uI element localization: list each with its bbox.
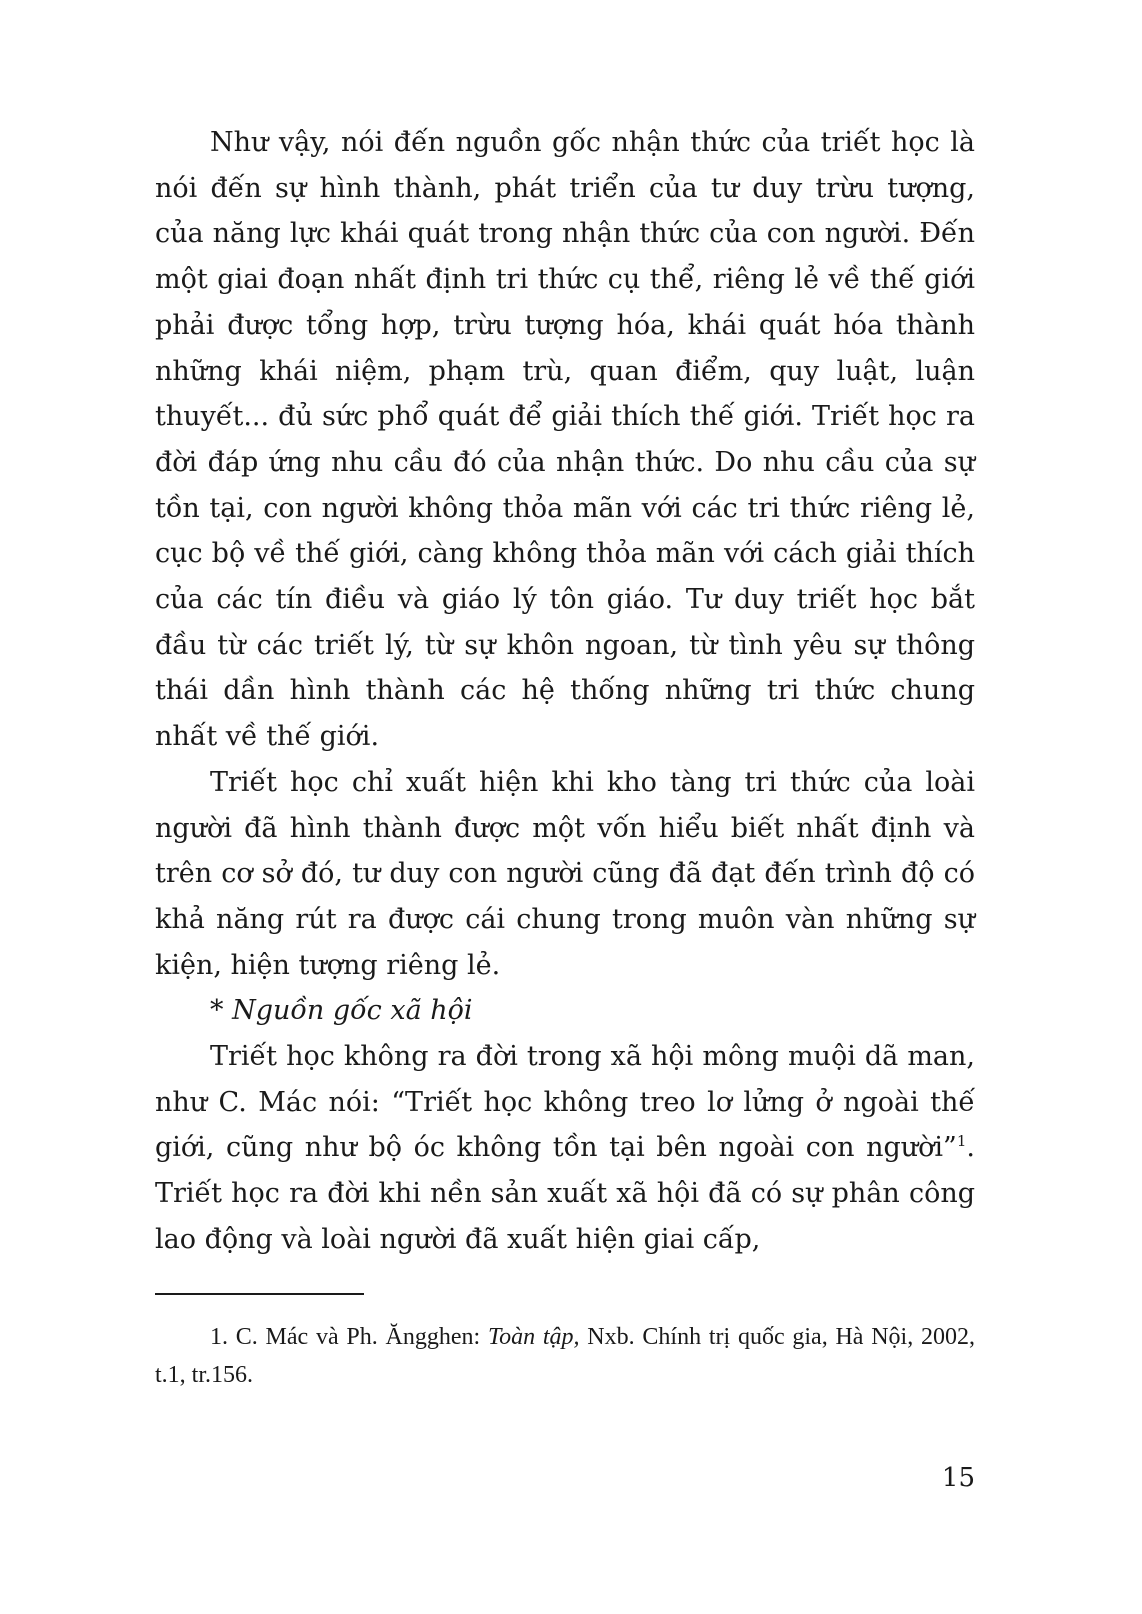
body-text	[155, 120, 975, 1263]
paragraph-social-origin-part-2: . Triết học ra đời khi nền sản xuất xã hội đã có sự phân công lao động và loài người đã xuất hiện giai cấp,	[155, 1132, 975, 1255]
paragraph-social-origin-part-1: Triết học không ra đời trong xã hội mông muội dã man, như C. Mác nói: “Triết học không treo lơ lửng ở ngoài thế giới, cũng như bộ óc không tồn tại bên ngoài con người”	[155, 1041, 975, 1164]
section-heading-social-origin: * Nguồn gốc xã hội	[210, 995, 473, 1027]
footnote-marker: 1	[956, 1132, 967, 1151]
page-number: 15	[941, 1463, 975, 1493]
footnote-suffix: Nxb. Chính trị quốc gia, Hà Nội, 2002, t.1, tr.156.	[155, 1324, 975, 1388]
paragraph-knowledge-accumulation: Triết học chỉ xuất hiện khi kho tàng tri thức của loài người đã hình thành được một vốn hiểu biết nhất định và trên cơ sở đó, tư duy con người cũng đã đạt đến trình độ có khả năng rút ra được cái chung trong muôn vàn những sự kiện, hiện tượng riêng lẻ.	[155, 766, 975, 981]
footnote-prefix: 1. C. Mác và Ph. Ăngghen:	[210, 1324, 488, 1350]
paragraph-cognitive-origin: Như vậy, nói đến nguồn gốc nhận thức của triết học là nói đến sự hình thành, phát triển của tư duy trừu tượng, của năng lực khái quát trong nhận thức của con người. Đến một giai đoạn nhất định tri thức cụ thể, riêng lẻ về thế giới phải được tổng hợp, trừu tượng hóa, khái quát hóa thành những khái niệm, phạm trù, quan điểm, quy luật, luận thuyết... đủ sức phổ quát để giải thích thế giới. Triết học ra đời đáp ứng nhu cầu đó của nhận thức. Do nhu cầu của sự tồn tại, con người không thỏa mãn với các tri thức riêng lẻ, cục bộ về thế giới, càng không thỏa mãn với cách giải thích của các tín điều và giáo lý tôn giáo. Tư duy triết học bắt đầu từ các triết lý, từ sự khôn ngoan, từ tình yêu sự thông thái dần hình thành các hệ thống những tri thức chung nhất về thế giới.	[155, 127, 975, 753]
footnote-title: Toàn tập,	[487, 1324, 580, 1350]
footnote-divider	[155, 1293, 364, 1295]
footnote	[155, 1318, 975, 1394]
paragraph-social-origin	[155, 1034, 975, 1263]
footnote-text	[155, 1318, 975, 1394]
